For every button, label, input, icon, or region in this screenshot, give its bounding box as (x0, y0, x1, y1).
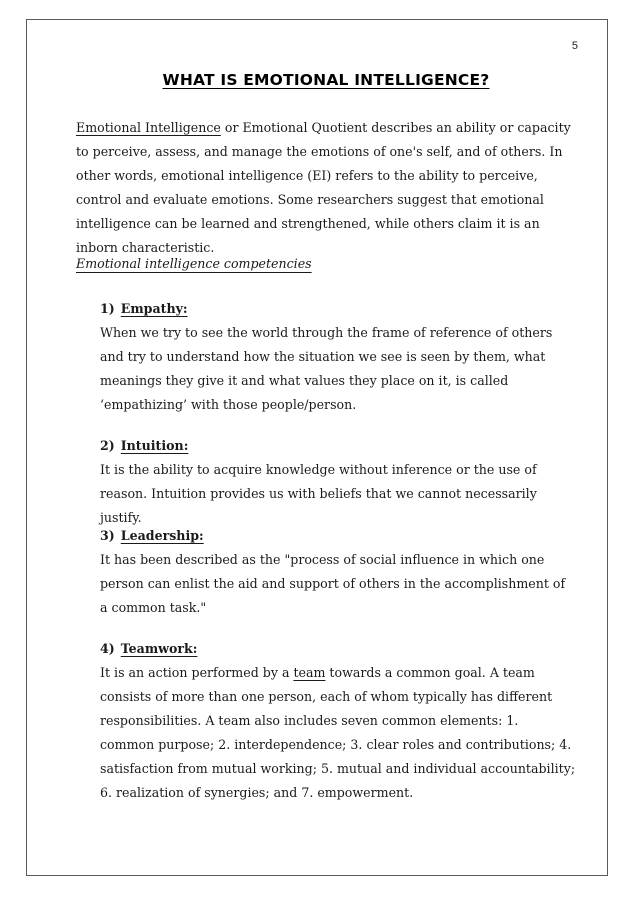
competency-heading (100, 297, 576, 321)
competency-label: Leadership: (120, 528, 204, 543)
competency-number: 4) (100, 641, 115, 656)
competency-intuition (100, 434, 576, 530)
competency-leadership (100, 524, 576, 620)
competency-description: When we try to see the world through the frame of reference of others and try to understand how the situation we see is seen by them, what meanings they give it and what values they place on it, is called ‘empathizing’ with those people/person. (100, 325, 553, 412)
competency-description: It is the ability to acquire knowledge without inference or the use of reason. Intuition provides us with beliefs that we cannot necessarily justify. (100, 462, 537, 525)
competency-heading (100, 524, 576, 548)
competency-description (100, 661, 576, 805)
competency-number: 3) (100, 528, 115, 543)
teamwork-text-after: towards a common goal. A team consists of more than one person, each of whom typically has different responsibilities. A team also includes seven common elements: 1. common purpose; 2. interdependence; 3. clear roles and contributions; 4. satisfaction from mutual working; 5. mutual and individual accountability; 6. realization of synergies; and 7. empowerment. (100, 665, 576, 800)
competency-heading (100, 637, 576, 661)
competency-empathy (100, 297, 576, 417)
competency-number: 1) (100, 301, 115, 316)
intro-paragraph (76, 116, 576, 260)
teamwork-text-before: It is an action performed by a (100, 665, 294, 680)
competency-label: Empathy: (120, 301, 188, 316)
competency-description: It has been described as the "process of social influence in which one person can enlist the aid and support of others in the accomplishment of a common task." (100, 552, 566, 615)
competency-number: 2) (100, 438, 115, 453)
competency-teamwork (100, 637, 576, 805)
page-number: 5 (571, 40, 578, 52)
competency-label: Intuition: (120, 438, 189, 453)
team-link[interactable]: team (293, 665, 326, 680)
intro-text: or Emotional Quotient describes an ability or capacity to perceive, assess, and manage the emotions of one's self, and of others. In other words, emotional intelligence (EI) refers to the ability to perceive, control and evaluate emotions. Some researchers suggest that emotional intelligence can be learned and strengthened, while others claim it is an inborn characteristic. (76, 120, 571, 255)
competency-label: Teamwork: (120, 641, 198, 656)
page-title: WHAT IS EMOTIONAL INTELLIGENCE? (162, 71, 490, 89)
competency-heading (100, 434, 576, 458)
intro-term: Emotional Intelligence (76, 120, 221, 135)
section-heading: Emotional intelligence competencies (76, 256, 312, 271)
